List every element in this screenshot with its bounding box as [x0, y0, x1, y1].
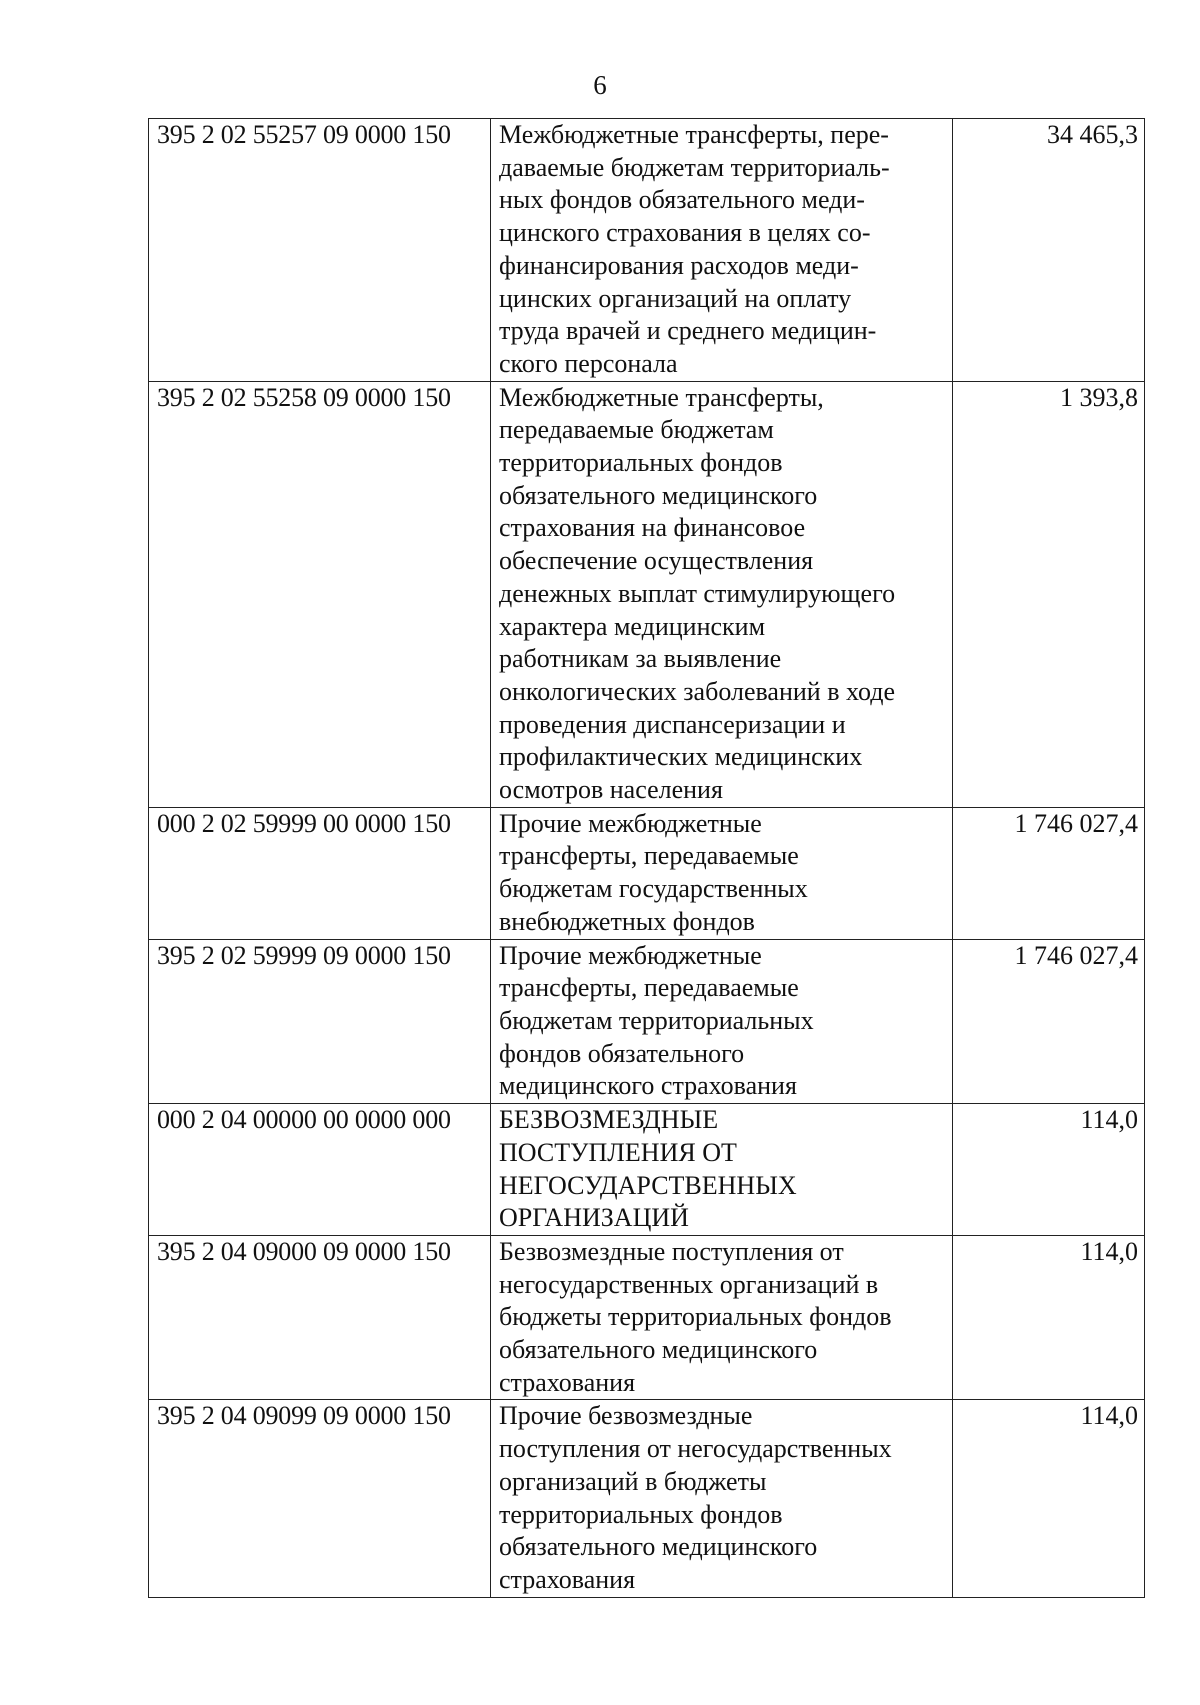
- budget-revenue-table: [148, 118, 1145, 1598]
- revenue-name-cell: [491, 807, 953, 939]
- amount-cell: 114,0: [953, 1235, 1145, 1400]
- revenue-name-line: ского персонала: [499, 348, 678, 378]
- table-row: [149, 807, 1145, 939]
- revenue-name-line: ПОСТУПЛЕНИЯ ОТ: [499, 1137, 737, 1167]
- revenue-name-line: проведения диспансеризации и: [499, 709, 846, 739]
- revenue-name-line: Прочие межбюджетные: [499, 808, 762, 838]
- revenue-name-line: финансирования расходов меди-: [499, 250, 859, 280]
- revenue-name-line: труда врачей и среднего медицин-: [499, 316, 877, 346]
- revenue-name-line: медицинского страхования: [499, 1071, 797, 1101]
- revenue-name-cell: [491, 1400, 953, 1597]
- revenue-name-line: осмотров населения: [499, 775, 723, 805]
- amount-cell: 1 746 027,4: [953, 939, 1145, 1104]
- revenue-name-cell: [491, 1235, 953, 1400]
- amount-cell: 114,0: [953, 1104, 1145, 1236]
- revenue-name-line: территориальных фондов: [499, 448, 783, 478]
- table-row: [149, 1400, 1145, 1597]
- revenue-name-cell: [491, 1104, 953, 1236]
- revenue-name-line: трансферты, передаваемые: [499, 841, 799, 871]
- revenue-name-line: цинских организаций на оплату: [499, 283, 852, 313]
- page-number: 6: [593, 70, 607, 100]
- revenue-name-line: бюджеты территориальных фондов: [499, 1302, 892, 1332]
- budget-code-cell: 395 2 04 09099 09 0000 150: [149, 1400, 491, 1597]
- revenue-name-line: НЕГОСУДАРСТВЕННЫХ: [499, 1170, 797, 1200]
- revenue-name-line: страхования: [499, 1367, 636, 1397]
- table-row: [149, 1104, 1145, 1236]
- revenue-name-line: бюджетам государственных: [499, 874, 808, 904]
- revenue-name-line: организаций в бюджеты: [499, 1466, 767, 1496]
- revenue-name-line: онкологических заболеваний в ходе: [499, 676, 896, 706]
- table-body: [149, 119, 1145, 1598]
- budget-code-cell: 395 2 02 59999 09 0000 150: [149, 939, 491, 1104]
- revenue-name-line: обязательного медицинского: [499, 1532, 818, 1562]
- amount-cell: 1 393,8: [953, 381, 1145, 807]
- revenue-name-cell: [491, 119, 953, 382]
- revenue-name-line: работникам за выявление: [499, 644, 782, 674]
- amount-cell: 114,0: [953, 1400, 1145, 1597]
- budget-code-cell: 000 2 02 59999 00 0000 150: [149, 807, 491, 939]
- revenue-name-cell: [491, 939, 953, 1104]
- revenue-name-line: денежных выплат стимулирующего: [499, 578, 896, 608]
- revenue-name-line: характера медицинским: [499, 611, 766, 641]
- revenue-name-line: БЕЗВОЗМЕЗДНЫЕ: [499, 1105, 719, 1135]
- revenue-name-line: профилактических медицинских: [499, 742, 863, 772]
- budget-code-cell: 395 2 02 55257 09 0000 150: [149, 119, 491, 382]
- budget-code-cell: 395 2 04 09000 09 0000 150: [149, 1235, 491, 1400]
- budget-code-cell: 000 2 04 00000 00 0000 000: [149, 1104, 491, 1236]
- revenue-name-line: страхования: [499, 1564, 636, 1594]
- revenue-name-line: обязательного медицинского: [499, 1335, 818, 1365]
- revenue-name-line: ОРГАНИЗАЦИЙ: [499, 1203, 689, 1233]
- table-row: [149, 381, 1145, 807]
- table-row: [149, 1235, 1145, 1400]
- revenue-name-line: передаваемые бюджетам: [499, 415, 774, 445]
- revenue-name-line: трансферты, передаваемые: [499, 973, 799, 1003]
- revenue-name-line: негосударственных организаций в: [499, 1269, 879, 1299]
- revenue-name-cell: [491, 381, 953, 807]
- table-row: [149, 939, 1145, 1104]
- revenue-name-line: Межбюджетные трансферты, пере-: [499, 120, 889, 149]
- amount-cell: 34 465,3: [953, 119, 1145, 382]
- amount-cell: 1 746 027,4: [953, 807, 1145, 939]
- revenue-name-line: бюджетам территориальных: [499, 1005, 814, 1035]
- table-row: [149, 119, 1145, 382]
- revenue-name-line: ных фондов обязательного меди-: [499, 185, 865, 215]
- revenue-name-line: Прочие безвозмездные: [499, 1401, 753, 1431]
- revenue-name-line: цинского страхования в целях со-: [499, 218, 871, 248]
- revenue-name-line: территориальных фондов: [499, 1499, 783, 1529]
- revenue-name-line: поступления от негосударственных: [499, 1434, 892, 1464]
- revenue-name-line: даваемые бюджетам территориаль-: [499, 152, 890, 182]
- revenue-name-line: страхования на финансовое: [499, 513, 806, 543]
- revenue-name-line: обеспечение осуществления: [499, 546, 814, 576]
- revenue-name-line: обязательного медицинского: [499, 480, 818, 510]
- revenue-name-line: внебюджетных фондов: [499, 906, 755, 936]
- revenue-name-line: Прочие межбюджетные: [499, 940, 762, 970]
- revenue-name-line: Межбюджетные трансферты,: [499, 382, 824, 412]
- revenue-name-line: фондов обязательного: [499, 1038, 745, 1068]
- revenue-name-line: Безвозмездные поступления от: [499, 1236, 844, 1266]
- budget-code-cell: 395 2 02 55258 09 0000 150: [149, 381, 491, 807]
